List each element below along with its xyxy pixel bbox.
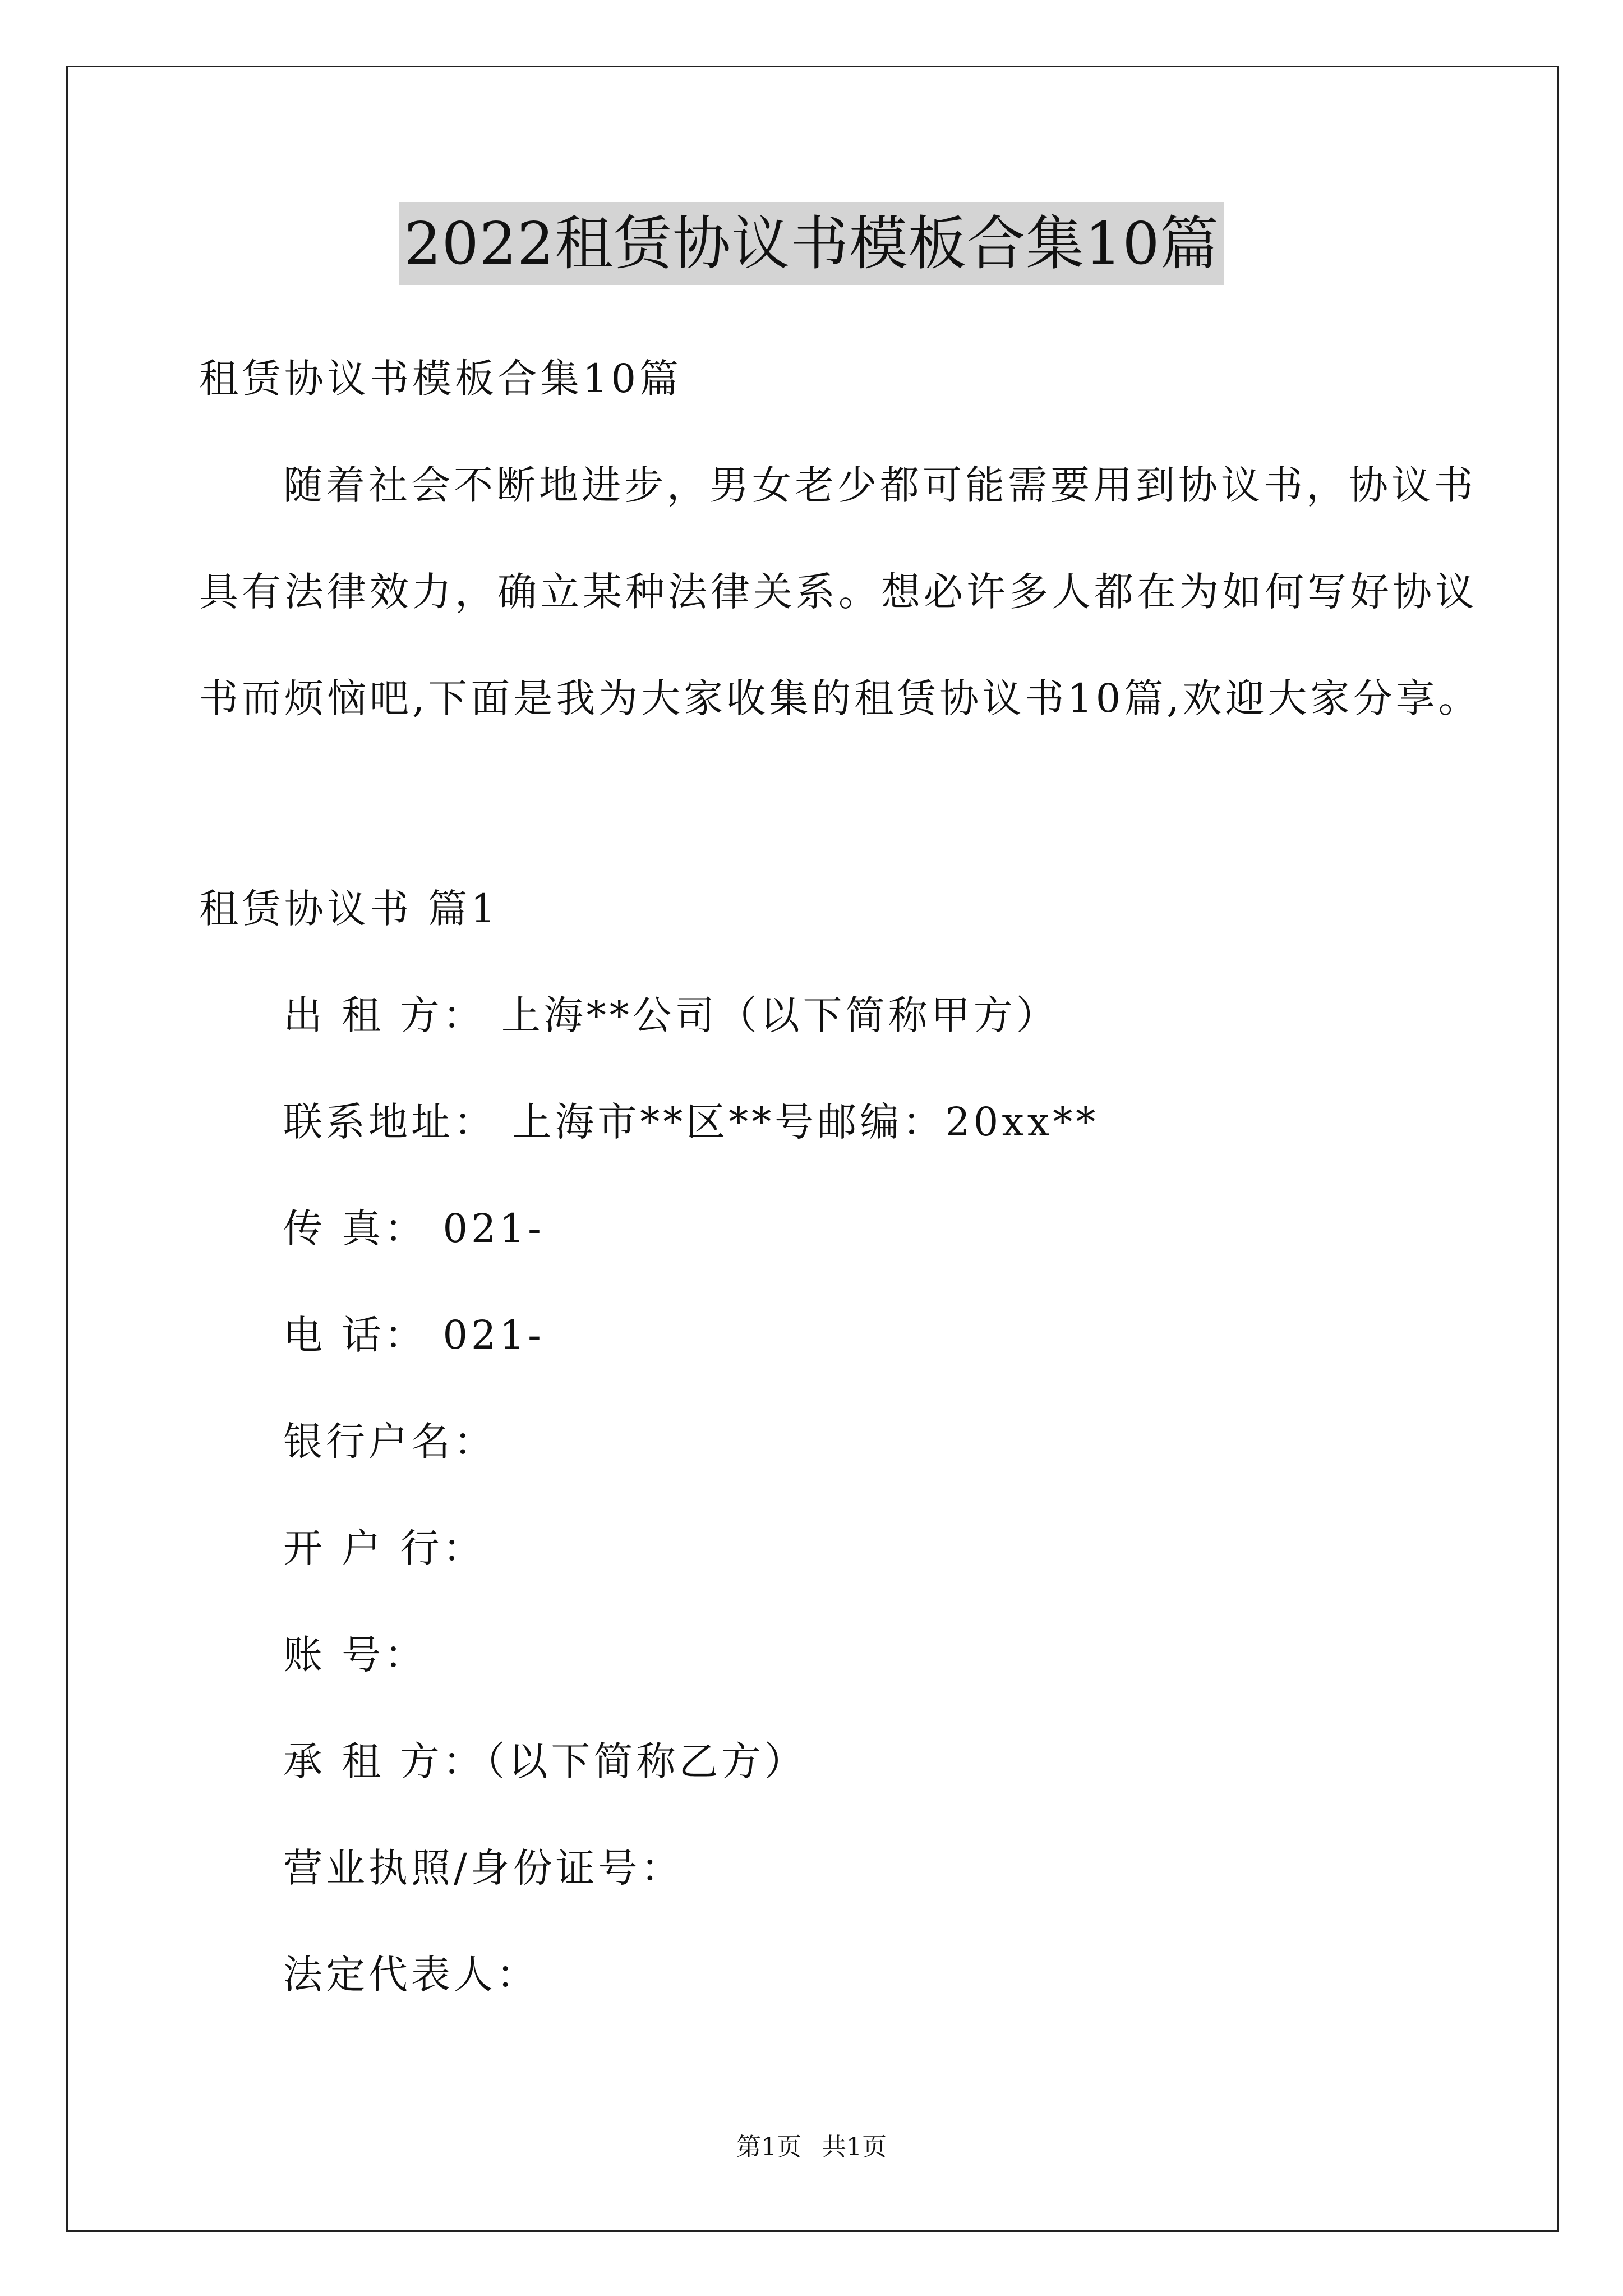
document-subtitle: 租赁协议书模板合集10篇 (199, 356, 683, 402)
fax-field: 传 真： 021- (283, 1205, 545, 1251)
page-number-total: 共1页 (822, 2133, 887, 2161)
license-id-field: 营业执照/身份证号： (283, 1845, 684, 1891)
section-heading: 租赁协议书 篇1 (199, 886, 499, 932)
page-footer (0, 2131, 1623, 2164)
title-container (0, 202, 1623, 285)
bank-field: 开 户 行： (283, 1525, 486, 1571)
intro-line-2: 具有法律效力，确立某种法律关系。想必许多人都在为如何写好协议 (199, 569, 1478, 615)
account-number-field: 账 号： (283, 1632, 427, 1678)
legal-representative-field: 法定代表人： (283, 1952, 539, 1998)
document-title: 2022租赁协议书模板合集10篇 (399, 202, 1223, 285)
lessor-field: 出 租 方： 上海**公司（以下简称甲方） (283, 992, 1059, 1038)
page-number-current: 第1页 (736, 2133, 801, 2161)
bank-account-name-field: 银行户名： (283, 1419, 496, 1465)
intro-line-1: 随着社会不断地进步，男女老少都可能需要用到协议书，协议书 (283, 462, 1477, 508)
lessee-field: 承 租 方：（以下简称乙方） (283, 1738, 807, 1784)
phone-field: 电 话： 021- (283, 1312, 545, 1358)
intro-line-3: 书而烦恼吧,下面是我为大家收集的租赁协议书10篇,欢迎大家分享。 (199, 675, 1481, 721)
address-field: 联系地址： 上海市**区**号邮编：20xx** (283, 1099, 1099, 1145)
